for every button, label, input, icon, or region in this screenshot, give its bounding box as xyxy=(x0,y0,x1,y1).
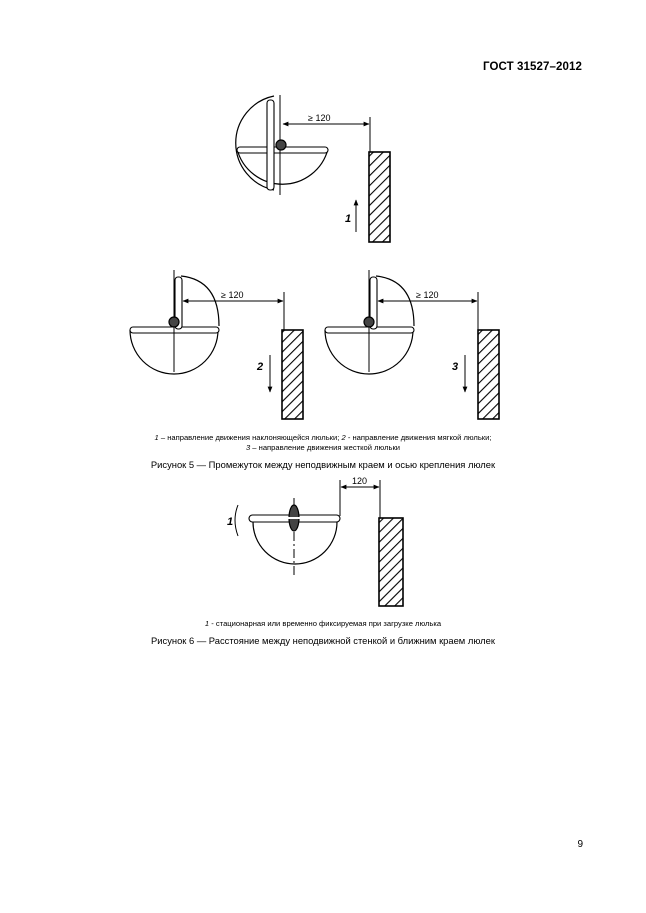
fig6-wall xyxy=(379,518,403,606)
fig5-top-dimension: ≥ 120 xyxy=(308,113,331,123)
fig6-legend-num: 1 xyxy=(204,619,210,628)
fig5-top-wall xyxy=(369,152,390,242)
fig6-legend-text: - стационарная или временно фиксируемая при загрузке люлька xyxy=(209,619,442,628)
fig5-marker-2: 2 xyxy=(257,361,264,373)
fig5-legend-line-1 xyxy=(0,433,646,443)
fig6-legend xyxy=(0,619,646,629)
page-number: 9 xyxy=(577,839,583,850)
fig5-soft-pivot xyxy=(169,317,179,327)
fig5-legend-num-1: 1 xyxy=(154,433,159,442)
fig5-soft-wall xyxy=(282,330,303,419)
fig6-caption: Рисунок 6 — Расстояние между неподвижной стенкой и ближним краем люлек xyxy=(151,635,495,646)
fig5-rigid-wall xyxy=(478,330,499,419)
fig5-tilting-cradle xyxy=(236,95,390,242)
fig5-caption: Рисунок 5 — Промежуток между неподвижным краем и осью крепления люлек xyxy=(150,459,496,470)
fig5-marker-3: 3 xyxy=(452,361,459,373)
fig5-legend-line-2 xyxy=(0,443,646,453)
fig5-legend-num-3: 3 xyxy=(245,443,251,452)
fig5-legend xyxy=(0,433,646,453)
fig6-stationary-cradle xyxy=(227,476,403,606)
fig5-rigid-dimension: ≥ 120 xyxy=(416,290,439,300)
fig5-legend-num-2: 2 xyxy=(341,433,346,442)
fig5-legend-text-3: – направление движения жесткой люльки xyxy=(250,443,401,452)
fig5-rigid-cradle xyxy=(325,270,499,419)
fig5-soft-dimension: ≥ 120 xyxy=(221,290,244,300)
fig5-marker-1: 1 xyxy=(345,213,352,225)
fig5-soft-cradle xyxy=(130,270,303,419)
fig5-rigid-pivot xyxy=(364,317,374,327)
fig6-marker-1: 1 xyxy=(227,516,234,528)
fig5-legend-text-1: – направление движения наклоняющейся люльки; xyxy=(158,433,342,442)
standard-designation: ГОСТ 31527–2012 xyxy=(482,61,582,73)
fig5-legend-text-2: - направление движения мягкой люльки; xyxy=(345,433,492,442)
fig6-dimension: 120 xyxy=(352,476,368,486)
fig5-top-pivot xyxy=(276,140,286,150)
